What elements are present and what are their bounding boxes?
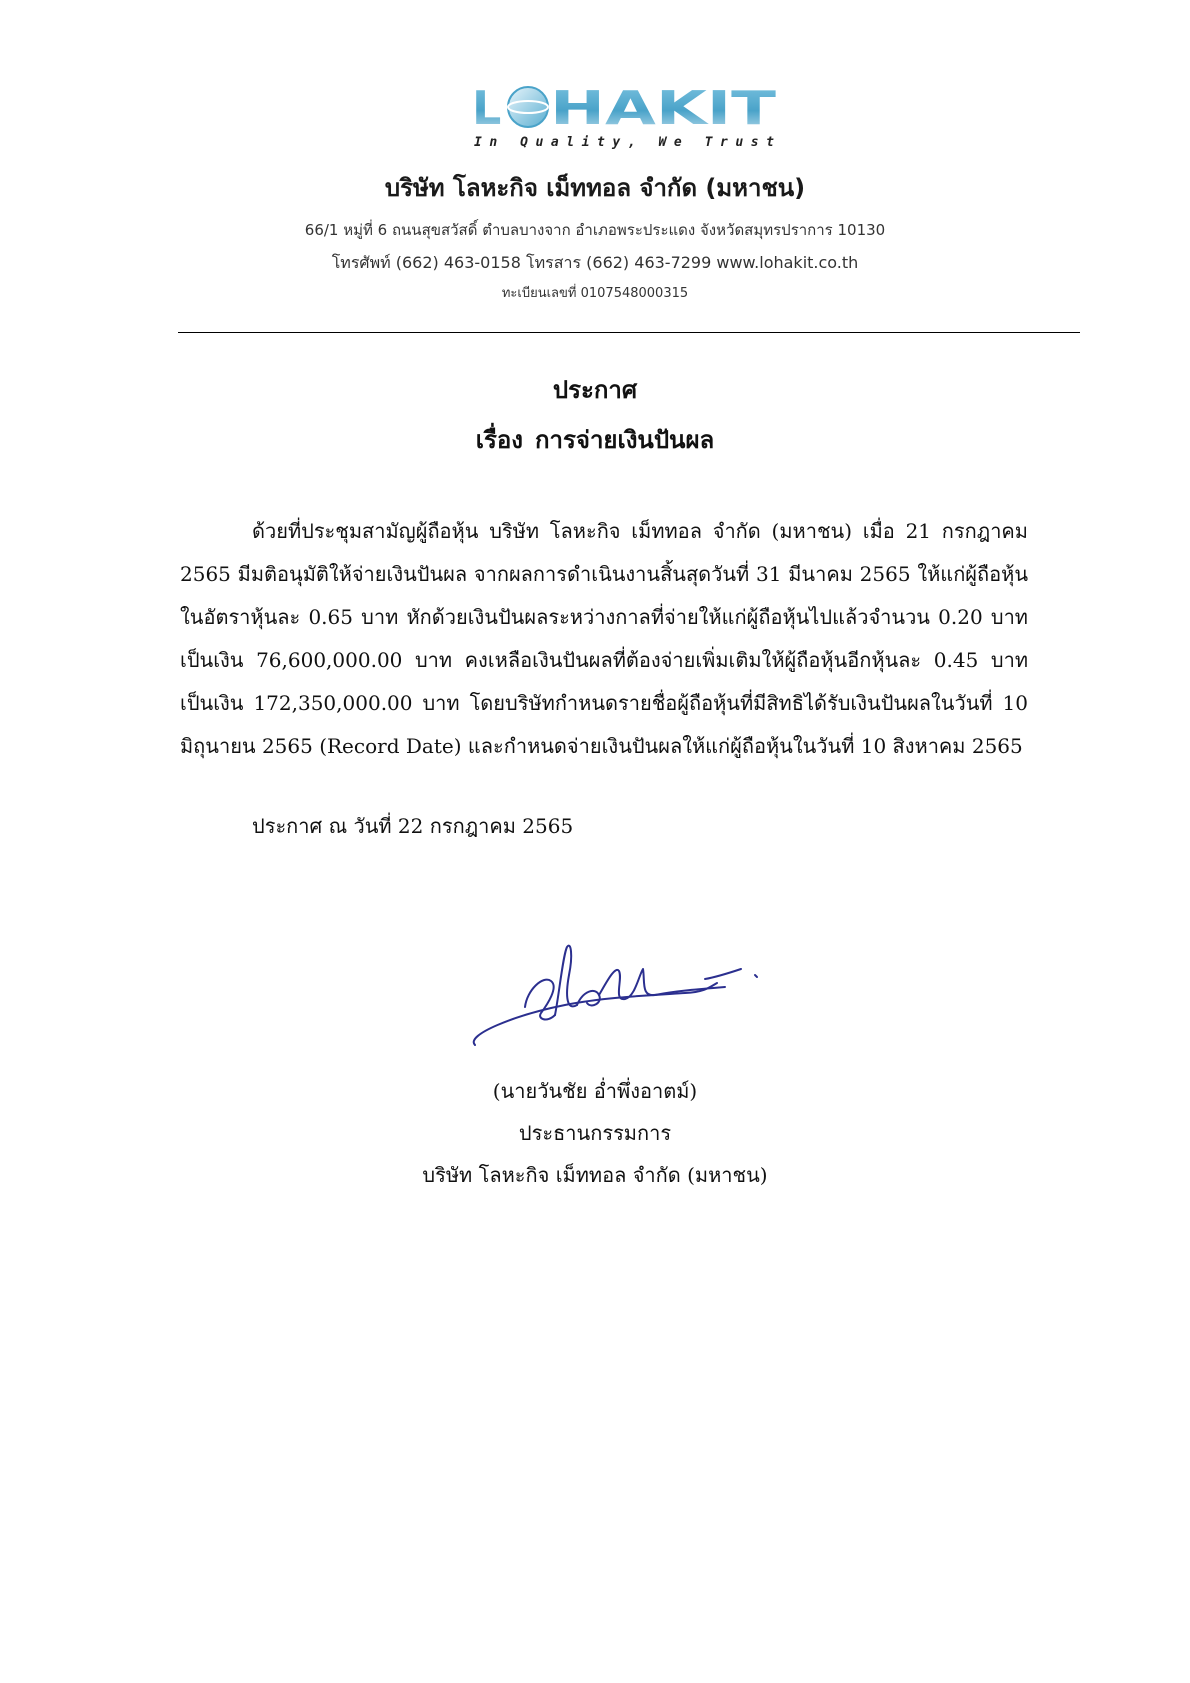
company-address: 66/1 หมู่ที่ 6 ถนนสุขสวัสดิ์ ตำบลบางจาก อำเภอพระประแดง จังหวัดสมุทรปราการ 10130 xyxy=(304,221,886,239)
signer-company: บริษัท โลหะกิจ เม็ททอล จำกัด (มหาชน) xyxy=(422,1163,768,1187)
signer-title: ประธานกรรมการ xyxy=(518,1121,672,1145)
lohakit-logo xyxy=(470,84,780,150)
company-contact: โทรศัพท์ (662) 463-0158 โทรสาร (662) 463-7299 www.lohakit.co.th xyxy=(331,253,859,272)
svg-text:HAKIT: HAKIT xyxy=(550,84,777,135)
subject-label: เรื่อง xyxy=(475,425,523,454)
svg-text:In Quality, We Trust: In Quality, We Trust xyxy=(474,135,774,150)
signature-icon xyxy=(455,935,775,1055)
letterhead xyxy=(0,0,1190,340)
announcement-subject xyxy=(0,420,1190,459)
subject-text: การจ่ายเงินปันผล xyxy=(534,425,715,454)
announcement-date: ประกาศ ณ วันที่ 22 กรกฎาคม 2565 xyxy=(252,814,574,838)
signer-name: (นายวันชัย อ่ำพึ่งอาตม์) xyxy=(492,1079,698,1103)
company-registration: ทะเบียนเลขที่ 0107548000315 xyxy=(501,286,689,301)
announcement-body: ด้วยที่ประชุมสามัญผู้ถือหุ้น บริษัท โลหะกิจ เม็ททอล จำกัด (มหาชน) เมื่อ 21 กรกฎาคม 2565 มีมติอนุมัติให้จ่ายเงินปันผล จากผลการดำเนินงานสิ้นสุดวันที่ 31 มีนาคม 2565 ให้แก่ผู้ถือหุ้นในอัตราหุ้นละ 0.65 บาท หักด้วยเงินปันผลระหว่างกาลที่จ่ายให้แก่ผู้ถือหุ้นไปแล้วจำนวน 0.20 บาท เป็นเงิน 76,600,000.00 บาท คงเหลือเงินปันผลที่ต้องจ่ายเพิ่มเติมให้ผู้ถือหุ้นอีกหุ้นละ 0.45 บาท เป็นเงิน 172,350,000.00 บาท โดยบริษัทกำหนดรายชื่อผู้ถือหุ้นที่มีสิทธิได้รับเงินปันผลในวันที่ 10 มิถุนายน 2565 (Record Date) และกำหนดจ่ายเงินปันผลให้แก่ผู้ถือหุ้นในวันที่ 10 สิงหาคม 2565 xyxy=(180,519,1028,758)
header-divider xyxy=(178,332,1080,333)
announcement-title: ประกาศ xyxy=(552,375,638,404)
company-name: บริษัท โลหะกิจ เม็ททอล จำกัด (มหาชน) xyxy=(384,174,806,202)
svg-text:L: L xyxy=(472,84,502,135)
